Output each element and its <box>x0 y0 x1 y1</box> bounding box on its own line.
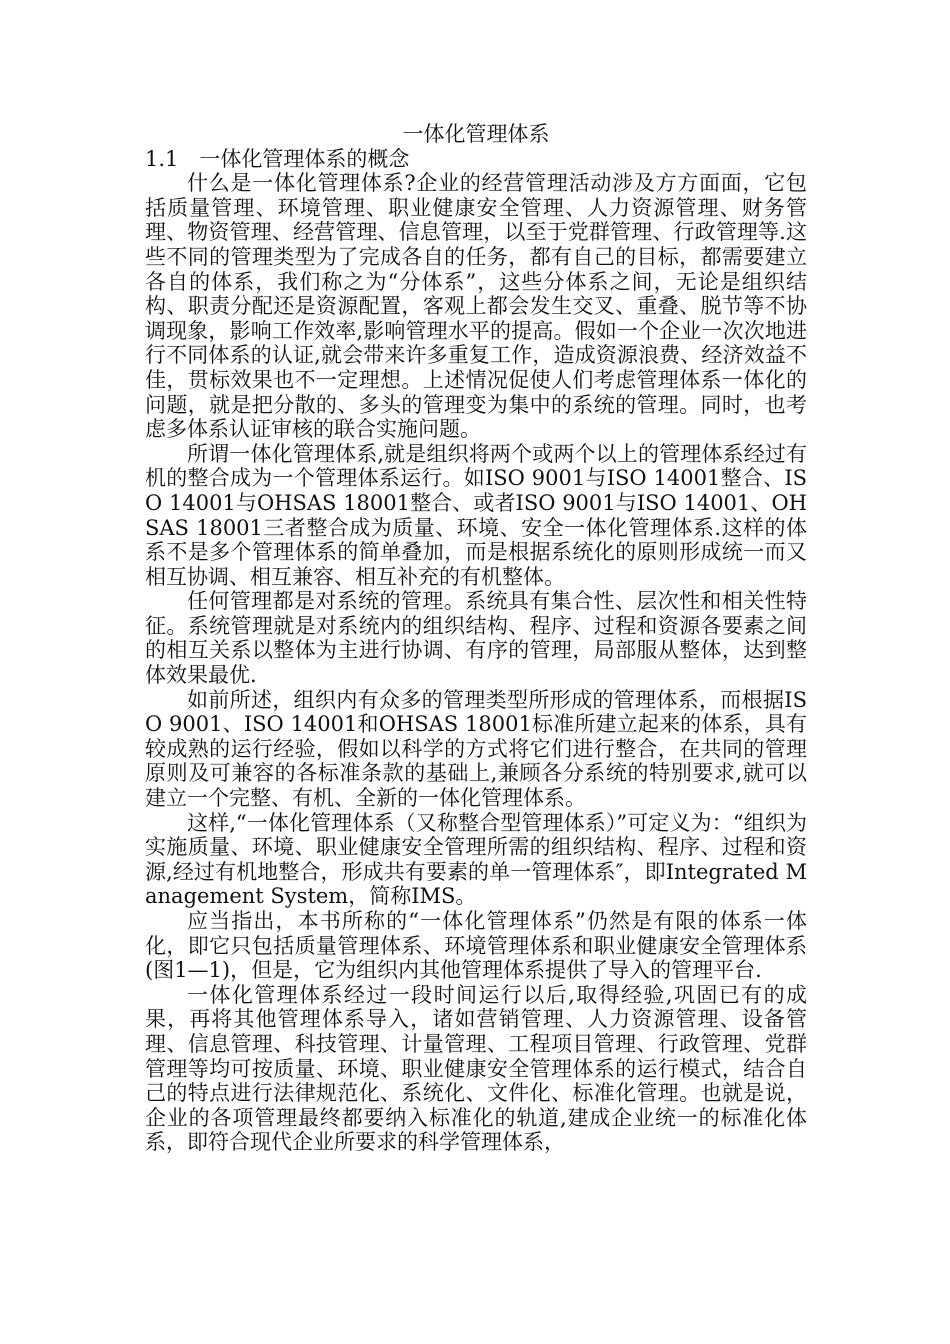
paragraph-7: 一体化管理体系经过一段时间运行以后,取得经验,巩固已有的成果，再将其他管理体系导入，诸如营销管理、人力资源管理、设备管理、信息管理、科技管理、计量管理、工程项目管理、行政管理、党群管理等均可按质量、环境、职业健康安全管理体系的运行模式，结合自己的特点进行法律规范化、系统化、文件化、标准化管理。也就是说，企业的各项管理最终都要纳入标准化的轨道,建成企业统一的标准化体系，即符合现代企业所要求的科学管理体系， <box>145 982 807 1155</box>
paragraph-4: 如前所述，组织内有众多的管理类型所形成的管理体系，而根据ISO 9001、ISO 14001和OHSAS 18001标准所建立起来的体系，具有较成熟的运行经验，假如以科学的方式将它们进行整合，在共同的管理原则及可兼容的各标准条款的基础上,兼顾各分系统的特别要求,就可以建立一个完整、有机、全新的一体化管理体系。 <box>145 687 807 811</box>
paragraph-3: 任何管理都是对系统的管理。系统具有集合性、层次性和相关性特征。系统管理就是对系统内的组织结构、程序、过程和资源各要素之间的相互关系以整体为主进行协调、有序的管理，局部服从整体，达到整体效果最优. <box>145 589 807 688</box>
document-page <box>145 122 807 1155</box>
section-heading: 1.1 一体化管理体系的概念 <box>145 146 410 171</box>
paragraph-6: 应当指出，本书所称的“一体化管理体系”仍然是有限的体系一体化，即它只包括质量管理体系、环境管理体系和职业健康安全管理体系(图1—1)，但是，它为组织内其他管理体系提供了导入的管理平台. <box>145 909 807 983</box>
paragraph-1: 什么是一体化管理体系?企业的经营管理活动涉及方方面面，它包括质量管理、环境管理、职业健康安全管理、人力资源管理、财务管理、物资管理、经营管理、信息管理，以至于党群管理、行政管理等.这些不同的管理类型为了完成各自的任务，都有自己的目标，都需要建立各自的体系，我们称之为“分体系”，这些分体系之间，无论是组织结构、职责分配还是资源配置，客观上都会发生交叉、重叠、脱节等不协调现象，影响工作效率,影响管理水平的提高。假如一个企业一次次地进行不同体系的认证,就会带来许多重复工作，造成资源浪费、经济效益不佳，贯标效果也不一定理想。上述情况促使人们考虑管理体系一体化的问题，就是把分散的、多头的管理变为集中的系统的管理。同时，也考虑多体系认证审核的联合实施问题。 <box>145 171 807 442</box>
document-title: 一体化管理体系 <box>402 122 550 146</box>
paragraph-5: 这样,“一体化管理体系（又称整合型管理体系）”可定义为：“组织为实施质量、环境、职业健康安全管理所需的组织结构、程序、过程和资源,经过有机地整合，形成共有要素的单一管理体系″，即Integrated Management System，简称IMS。 <box>145 810 807 909</box>
paragraph-2: 所谓一体化管理体系,就是组织将两个或两个以上的管理体系经过有机的整合成为一个管理体系运行。如ISO 9001与ISO 14001整合、ISO 14001与OHSAS 18001整合、或者ISO 9001与ISO 14001、OHSAS 18001三者整合成为质量、环境、安全一体化管理体系.这样的体系不是多个管理体系的简单叠加，而是根据系统化的原则形成统一而又相互协调、相互兼容、相互补充的有机整体。 <box>145 441 807 589</box>
